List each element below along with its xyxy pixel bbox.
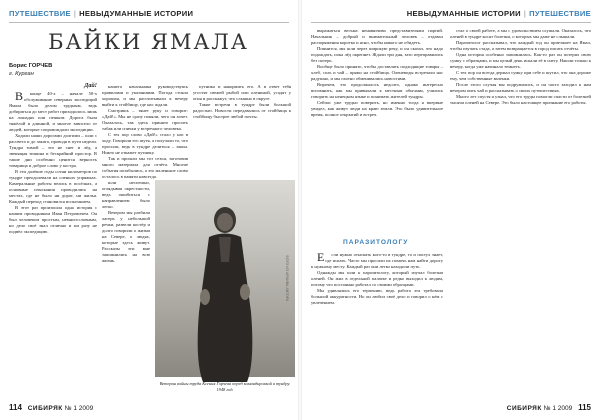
issue-number: № 1 2009 [64, 405, 94, 412]
page-number: 114 [9, 403, 22, 412]
left-column-2-lower [102, 180, 150, 376]
paragraph: В эти далёкие годы сотни километров по тундре преодолевали на оленьих упряжках. Камеральные работы велись в посёлках, а основные изыскания проводились на местах, где не было ни дорог, ни жилья. Каждый переход становился испытанием. [9, 169, 97, 204]
right-column-1-lower [311, 252, 443, 398]
page-gutter [298, 0, 302, 420]
paragraph: В этот раз произошла одна история с нашим проводником Иван Петровичем. Он был человеком простым, немногословным, но дело своё знал отлично и ни разу не подвёл экспедицию. [9, 205, 97, 234]
author-block [9, 62, 52, 78]
section-subhead: ПАРАЗИТОЛОГУ [343, 239, 409, 246]
author-name: Борис ГОРЧЕВ [9, 63, 53, 69]
paragraph: Однажды мы шли к паразитологу, который изучал болезни оленей. Он жил в отдельной палатке и редко выходил к людям, потому что постоянно работал со своими образцами. [311, 270, 443, 287]
page-number: 115 [578, 403, 591, 412]
paragraph: нашего начальника руководствуясь правилами и указаниями. Погода стояла хорошая, и мы рассчитывали к вечеру выйти к стойбищу, где нас ждали. [102, 84, 188, 107]
paragraph: Вообще было принято, чтобы доставлять подходящие товары – хлеб, соль и чай – прямо на стойбища. Оленеводы встречали нас радушно, и мы охотно обменивались новостями. [311, 64, 443, 81]
paragraph: Сейчас уже трудно поверить, но именно тогда я впервые увидел, как живут люди на краю земли. Это было удивительное время, полное открытий и встреч. [311, 100, 443, 117]
paragraph: Много лет спустя я узнал, что его труды помогли спасти от болезней тысячи оленей на Севере. Это было настоящее признание его работы. [450, 94, 591, 105]
paragraph: Такие встречи в тундре были большой радостью. Новости передавались от стойбища к стойбищу быстрее любой почты. [193, 102, 291, 119]
paragraph: Одна история особенно запомнилась. Как-то раз он потерял свою сумку с образцами, и мы целый день искали её в снегу. Нашли только к вечеру, когда уже начинало темнеть. [450, 52, 591, 69]
issue-number: № 1 2009 [543, 405, 573, 412]
paragraph: Помнится, мы шли через широкую реку, и он сказал, что надо подождать, пока лёд окрепнет. Ждали три дня, зато переправились без потерь. [311, 46, 443, 63]
section-label: ПУТЕШЕСТВИЕ [9, 9, 71, 18]
right-column-1 [311, 28, 443, 234]
magazine-name: СИБИРЯК [27, 405, 63, 412]
archive-photo [155, 180, 295, 377]
paragraph: Паразитолог рассказывал, что каждый год он приезжает на Ямал, чтобы изучать стада, а затем возвращается в город писать отчёты. [450, 40, 591, 51]
paragraph: выражаться весьма ненавязчиво представителями партий. Начальник – добрый и внимательный человек – отдавал распоряжения коротко и ясно, чтобы никого не обидеть. [311, 28, 443, 45]
left-page-header: ПУТЕШЕСТВИЕ | НЕВЫДУМАННЫЕ ИСТОРИИ [9, 9, 194, 18]
paragraph: Впрочем, это продолжалось недолго, однако интересно вспомнить, как мы привыкали к местным обычаям, учились говорить на ненецком языке и понимать жителей тундры. [311, 82, 443, 99]
paragraph: С тех пор слово «Дай!» стало у нас в ходу. Говорили его шутя, а получали то, что просили, ведь в тундре делиться – закон. Никто не откажет путнику. [102, 132, 188, 155]
paragraph: Вконце 40-х – начале 50-х обслуживание северных экспедиций Ямала было делом трудным, ведь добираться до мест работ приходилось лишь на лошадях или пешком. Дорога была тяжёлой и длинной, и многое зависело от людей, которые сопровождали экспедиции. [9, 89, 97, 132]
paragraph: стал о своей работе, а мы с удовольствием слушали. Оказалось, что оленей в тундре косят болезни, о которых мы даже не слышали. [450, 28, 591, 39]
left-column-2 [102, 84, 188, 179]
magazine-name: СИБИРЯК [506, 405, 542, 412]
right-page [303, 0, 600, 420]
paragraph: шли неспешно, оглядывая окрестности, ведь ошибиться с направлением было легко. [102, 180, 150, 209]
paragraph: путника и накормить его. А в ответ тебя угостят свежей рыбой или олениной, усадят у огня и расскажут, что слышно в округе. [193, 84, 291, 101]
photo-credit: ФОТО ИЗ АРХИВА АВТОРА [285, 255, 289, 302]
subsection-label: НЕВЫДУМАННЫЕ ИСТОРИИ [79, 9, 194, 18]
paragraph: Если нужно отыскать кого-то в тундре, то и пастух знает, где искать. Часто мы просили их помочь нам найти дорогу к нужному месту. Каждый раз они легко находили путь. [311, 250, 443, 269]
paragraph: С тех пор он всегда держал сумку при себе и шутил, что она дороже ему, чем собственные валенки. [450, 70, 591, 81]
paragraph: Мы удивлялись его терпению, ведь работа эта требовала большой аккуратности. Но он любил своё дело и говорил о нём с увлечением. [311, 288, 443, 305]
header-rule [9, 22, 289, 23]
header-rule [311, 22, 591, 23]
paragraph: Так и прошли мы тот сезон, заготовив много материала для отчёта. Многие события позабылись, а это маленькое слово осталось в памяти навсегда. [102, 156, 188, 179]
left-column-1 [9, 82, 97, 398]
paragraph: Смотришь – тянет руку и говорит: «Дай!». Мы не сразу поняли, чего он хочет. Оказалось, так здесь принято просить табак или спички у встречного человека. [102, 108, 188, 131]
left-column-3 [193, 84, 291, 176]
woman-figure-illustration [185, 192, 265, 382]
article-title: БАЙКИ ЯМАЛА [48, 30, 249, 54]
story-heading-day: Дай! [84, 83, 97, 89]
subsection-label: НЕВЫДУМАННЫЕ ИСТОРИИ [406, 9, 521, 18]
right-page-header: НЕВЫДУМАННЫЕ ИСТОРИИ | ПУТЕШЕСТВИЕ [406, 9, 591, 18]
right-page-footer [507, 403, 591, 414]
paragraph: Ходили наши дорогами долгими – шли с рассвета и до заката, проводя в пути недели. Тундра зимой – это не снег и лёд, а звенящая тишина и бескрайний простор. В такие дни особенно ценится верность товарища и доброе слово у костра. [9, 133, 97, 168]
author-city: г. Курган [9, 71, 34, 77]
paragraph: Вечером мы разбили лагерь у небольшой речки, развели костёр и долго говорили о жизни на Севере, о людях, которые здесь живут. Рассказы эти мне запомнились на всю жизнь. [102, 210, 150, 263]
left-page-footer [9, 403, 93, 414]
photo-caption: Ветеран войны труда Ксения Горчева перед командировкой в тундру. 1948 год. [159, 381, 291, 392]
left-page [0, 0, 297, 420]
section-label: ПУТЕШЕСТВИЕ [529, 9, 591, 18]
right-column-2 [450, 28, 591, 398]
paragraph: После этого случая мы подружились, и он часто заходил к нам вечером пить чай и рассказывать о своих путешествиях. [450, 82, 591, 93]
